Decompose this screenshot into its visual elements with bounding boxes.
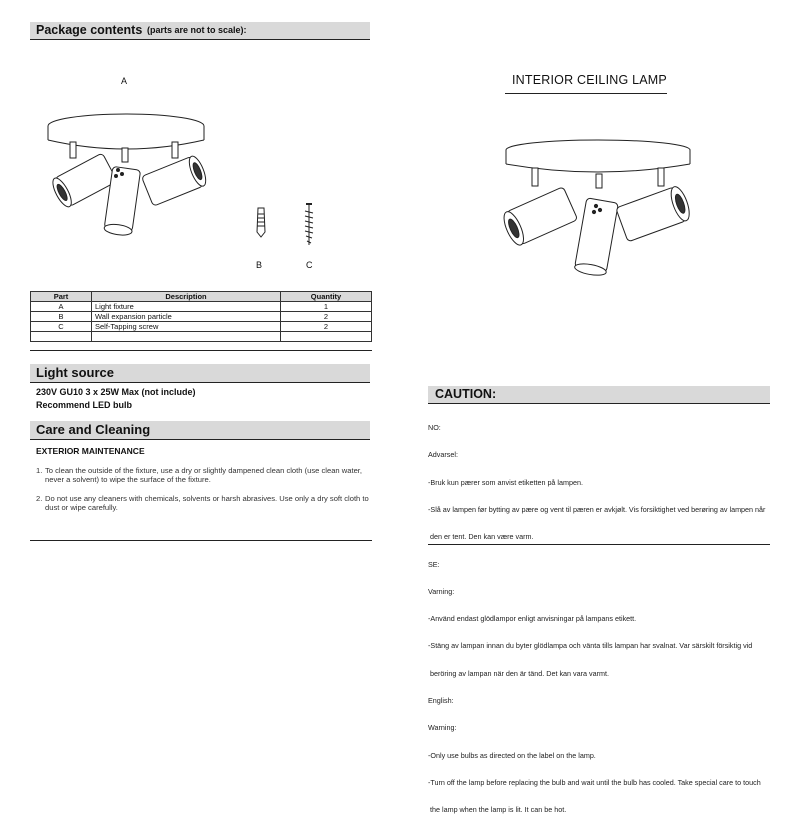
step-1 <box>36 466 372 484</box>
label-a: A <box>121 76 128 86</box>
wall-plug-icon <box>255 206 267 238</box>
light-fixture-illustration <box>502 138 702 278</box>
table-row-empty <box>31 332 372 342</box>
cell-quantity: 2 <box>281 312 372 322</box>
table-header-row <box>31 292 372 302</box>
light-fixture-illustration-a <box>46 112 246 242</box>
title-underline <box>505 93 667 94</box>
caution-line: Warning: <box>428 723 457 733</box>
caution-line: -Slå av lampen før bytting av pære og vent til pæren er avkjølt. Vis forsiktighet ved berøring av lampen når <box>428 505 766 515</box>
step-2-line1: Do not use any cleaners with chemicals, solvents or harsh abrasives. Use only a dry soft cloth to <box>45 494 369 503</box>
caution-line: -Stäng av lampan innan du byter glödlampa och vänta tills lampan har svalnat. Var särskilt försiktig vid <box>428 641 753 651</box>
light-spec-line: 230V GU10 3 x 25W Max (not include) <box>36 387 196 397</box>
caution-line: NO: <box>428 423 441 433</box>
cell-description: Wall expansion particle <box>92 312 281 322</box>
label-c: C <box>306 260 313 270</box>
step-1-line2: never a solvent) to wipe the surface of the fixture. <box>45 475 211 484</box>
caution-line: -Only use bulbs as directed on the label on the lamp. <box>428 750 596 760</box>
care-cleaning-title: Care and Cleaning <box>36 422 151 437</box>
cell-empty <box>92 332 281 342</box>
caution-header <box>428 386 770 404</box>
caution-text <box>428 405 778 823</box>
table-row <box>31 302 372 312</box>
step-1-number: 1. <box>36 466 43 475</box>
step-1-line1: To clean the outside of the fixture, use a dry or slightly dampened clean cloth (use clean water, <box>45 466 363 475</box>
table-row <box>31 322 372 332</box>
divider-line <box>30 540 372 541</box>
light-source-header <box>30 364 370 383</box>
package-note: (parts are not to scale): <box>147 25 247 35</box>
cell-empty <box>281 332 372 342</box>
divider-line <box>428 544 770 545</box>
maintenance-title: EXTERIOR MAINTENANCE <box>36 446 145 456</box>
divider-line <box>30 350 372 351</box>
step-2-number: 2. <box>36 494 43 503</box>
label-b: B <box>256 260 263 270</box>
caution-line: beröring av lampan när den är tänd. Det kan vara varmt. <box>428 668 609 678</box>
caution-line: den er tent. Den kan være varm. <box>428 532 534 542</box>
cell-part: C <box>31 322 92 332</box>
cell-description: Light fixture <box>92 302 281 312</box>
caution-line: the lamp when the lamp is lit. It can be hot. <box>428 805 567 815</box>
table-row <box>31 312 372 322</box>
screw-icon <box>303 203 315 247</box>
column-header: Quantity <box>281 292 372 302</box>
care-cleaning-header <box>30 421 370 440</box>
caution-line: English: <box>428 696 454 705</box>
package-title: Package contents <box>36 23 143 37</box>
cell-quantity: 1 <box>281 302 372 312</box>
column-header: Part <box>31 292 92 302</box>
led-recommend-line: Recommend LED bulb <box>36 400 133 410</box>
light-source-title: Light source <box>36 365 115 380</box>
cell-part: B <box>31 312 92 322</box>
caution-line: Varning: <box>428 586 455 596</box>
parts-table <box>30 291 372 342</box>
cell-empty <box>31 332 92 342</box>
caution-title: CAUTION: <box>435 387 497 401</box>
package-contents-header <box>30 22 370 40</box>
caution-line: -Bruk kun pærer som anvist etiketten på lampen. <box>428 477 584 487</box>
cell-quantity: 2 <box>281 322 372 332</box>
step-2-line2: dust or wipe carefully. <box>45 503 118 512</box>
product-title: INTERIOR CEILING LAMP <box>512 73 667 87</box>
cell-part: A <box>31 302 92 312</box>
cell-description: Self-Tapping screw <box>92 322 281 332</box>
caution-line: SE: <box>428 559 440 569</box>
caution-line: -Turn off the lamp before replacing the bulb and wait until the bulb has cooled. Take special care to touch <box>428 777 761 787</box>
caution-line: -Använd endast glödlampor enligt anvisningar på lampans etikett. <box>428 614 637 624</box>
step-2 <box>36 494 372 512</box>
caution-line: Advarsel: <box>428 450 458 460</box>
column-header: Description <box>92 292 281 302</box>
